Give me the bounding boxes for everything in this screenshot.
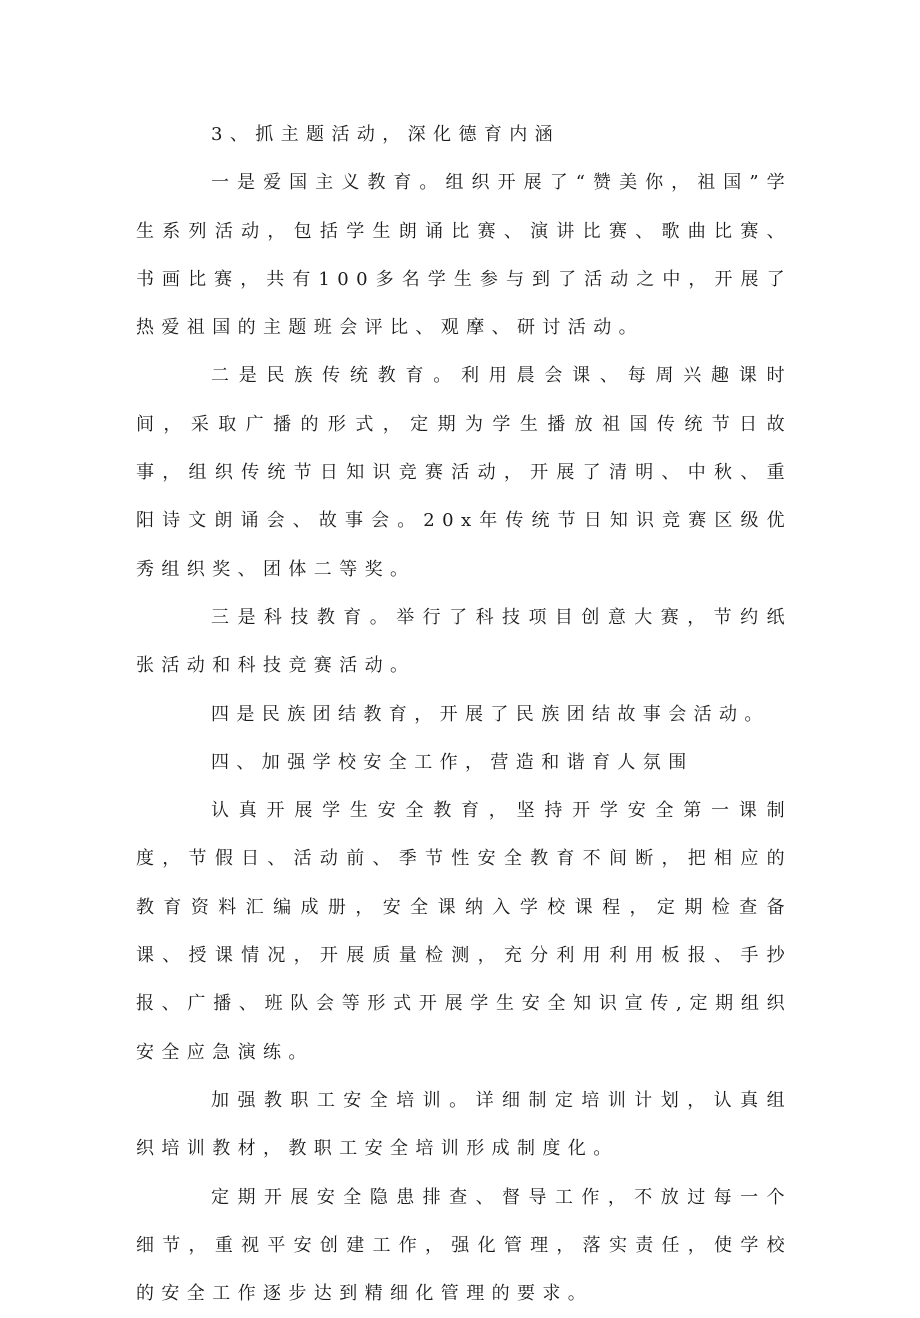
document-page: [136, 111, 792, 1318]
paragraph-traditional-education: 二是民族传统教育。利用晨会课、每周兴趣课时间，采取广播的形式，定期为学生播放祖国传统节日故事，组织传统节日知识竞赛活动，开展了清明、中秋、重阳诗文朗诵会、故事会。20x年传统节日知识竞赛区级优秀组织奖、团体二等奖。: [136, 365, 792, 580]
paragraph-ethnic-unity-education: 四是民族团结教育，开展了民族团结故事会活动。: [211, 703, 770, 725]
paragraph-student-safety-education: 认真开展学生安全教育，坚持开学安全第一课制度，节假日、活动前、季节性安全教育不间断，把相应的教育资料汇编成册，安全课纳入学校课程，定期检查备课、授课情况，开展质量检测，充分利用利用板报、手抄报、广播、班队会等形式开展学生安全知识宣传,定期组织安全应急演练。: [136, 800, 792, 1063]
paragraph-staff-safety-training: 加强教职工安全培训。详细制定培训计划，认真组织培训教材，教职工安全培训形成制度化。: [136, 1089, 792, 1160]
paragraph-patriotic-education: 一是爱国主义教育。组织开展了“赞美你，祖国”学生系列活动，包括学生朗诵比赛、演讲比赛、歌曲比赛、书画比赛，共有100多名学生参与到了活动之中，开展了热爱祖国的主题班会评比、观摩、研讨活动。: [136, 172, 792, 339]
section-heading-school-safety: 四、加强学校安全工作，营造和谐育人氛围: [211, 751, 694, 773]
paragraph-hazard-inspection: 定期开展安全隐患排查、督导工作，不放过每一个细节，重视平安创建工作，强化管理，落实责任，使学校的安全工作逐步达到精细化管理的要求。: [136, 1186, 792, 1305]
section-heading-moral-education: 3、抓主题活动，深化德育内涵: [211, 124, 561, 145]
paragraph-science-education: 三是科技教育。举行了科技项目创意大赛，节约纸张活动和科技竞赛活动。: [136, 606, 792, 677]
